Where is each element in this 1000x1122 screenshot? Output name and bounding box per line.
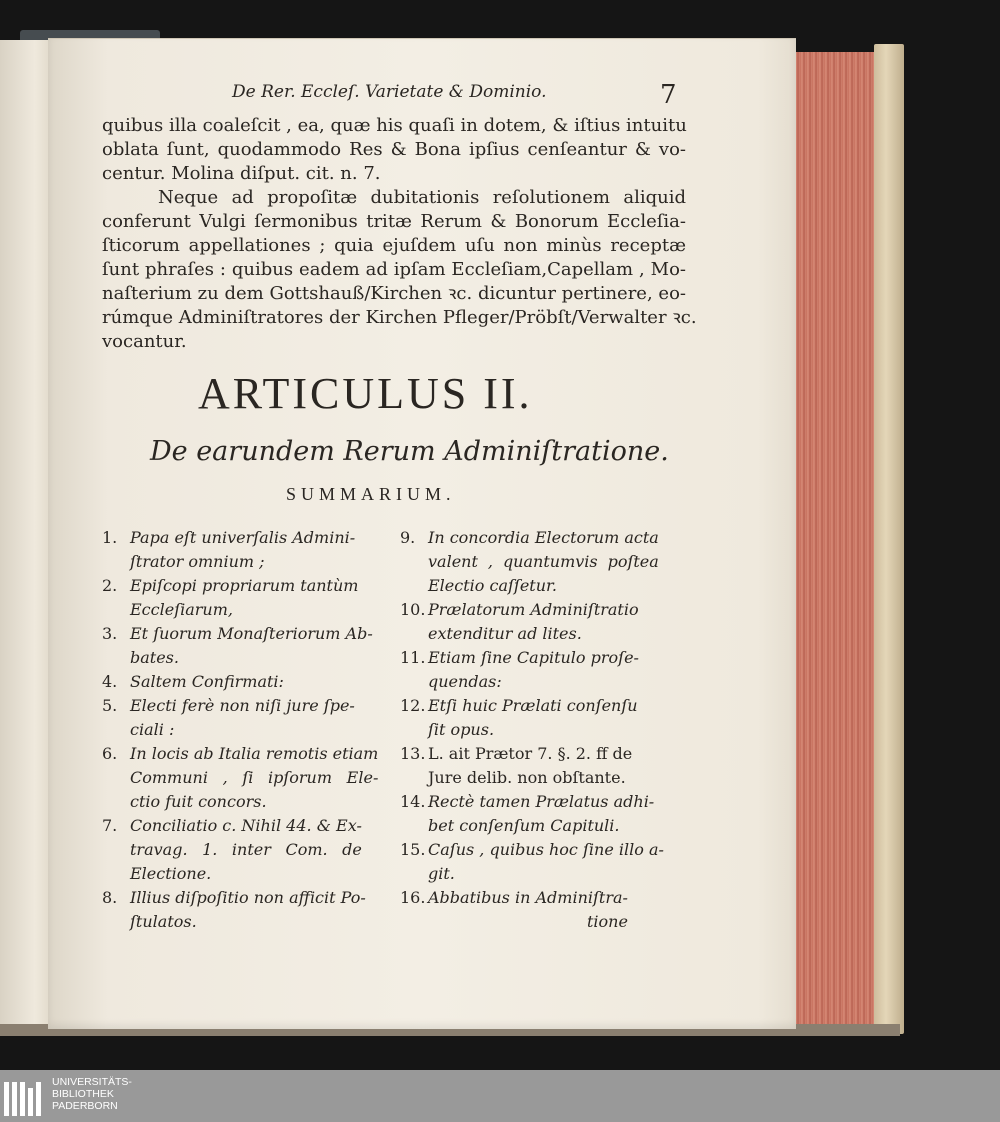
summary-item [400,646,686,694]
summary-item-number: 12. [400,696,426,715]
logo-line: PADERBORN [52,1100,118,1112]
summary-item [400,598,686,646]
summary-line: Abbatibus in Adminiſtra- [428,888,628,907]
article-subheading: De earundem Rerum Adminiſtratione. [150,436,669,467]
summary-item [400,838,686,886]
library-logo-icon [4,1076,44,1116]
body-line: ſunt phraſes : quibus eadem ad ipſam Eccleſiam,Capellam , Mo- [102,259,686,280]
summary-item-number: 1. [102,528,118,547]
summary-item [102,742,388,814]
summary-line: Etſi huic Prælati conſenſu [428,696,638,715]
summary-line: In concordia Electorum acta [428,528,659,547]
summary-line: bet conſenſum Capituli. [428,816,620,835]
summary-line: Communi , ſi ipſorum Ele- [130,768,379,787]
summary-line: Jure delib. non obſtante. [428,768,626,787]
summary-line: bates. [130,648,179,667]
summary-item-number: 11. [400,648,426,667]
logo-line: BIBLIOTHEK [52,1088,114,1100]
summary-item-number: 4. [102,672,118,691]
summary-line: ſit opus. [428,720,495,739]
summary-item-number: 16. [400,888,426,907]
summary-item [102,622,388,670]
summary-line: Eccleſiarum, [130,600,233,619]
summary-column-left [102,526,388,934]
body-line: ſticorum appellationes ; quia ejuſdem uſu non minùs receptæ [102,235,686,256]
summary-line: Rectè tamen Prælatus adhi- [428,792,655,811]
left-page-edge [0,40,52,1025]
summary-heading: SUMMARIUM. [286,484,456,504]
summary-item [102,526,388,574]
summary-line: Electi ferè non niſi jure ſpe- [130,696,355,715]
summary-item-number: 2. [102,576,118,595]
page-number: 7 [660,80,677,110]
summary-item [102,886,388,934]
summary-item [400,526,686,598]
library-logo-text [52,1076,132,1112]
summary-line: ſtulatos. [130,912,197,931]
summary-item-number: 6. [102,744,118,763]
summary-item-number: 8. [102,888,118,907]
summary-catchword: tione [586,912,628,931]
summary-line: quendas: [428,672,502,691]
summary-line: Conciliatio c. Nihil 44. & Ex- [130,816,362,835]
library-footer-bar [0,1070,1000,1122]
summary-line: Electio caſſetur. [428,576,558,595]
body-text [102,114,697,354]
summary-line: Illius diſpoſitio non afficit Po- [130,888,366,907]
body-line: naſterium zu dem Gottshauß/Kirchen ꝛc. dicuntur pertinere, eo- [102,283,686,304]
summary-item-number: 9. [400,528,416,547]
summary-line: extenditur ad lites. [428,624,582,643]
summary-line: Caſus , quibus hoc ſine illo a- [428,840,664,859]
summary-item [102,574,388,622]
summary-line: Etiam ſine Capitulo proſe- [428,648,639,667]
body-line: quibus illa coaleſcit , ea, quæ his quaſi in dotem, & iſtius intuitu [102,115,687,136]
summary-line: Prælatorum Adminiſtratio [428,600,639,619]
summary-item [400,886,686,934]
summary-line: git. [428,864,455,883]
summary-item-number: 3. [102,624,118,643]
summary-line: valent , quantumvis poſtea [428,552,659,571]
summary-item [102,814,388,886]
summary-line: Saltem Confirmati: [130,672,284,691]
body-line: conferunt Vulgi ſermonibus tritæ Rerum & Bonorum Eccleſia- [102,211,686,232]
summary-item [400,790,686,838]
summary-item [400,742,686,790]
running-head: De Rer. Eccleſ. Varietate & Dominio. [232,82,547,102]
book-cover-board [874,44,904,1034]
summary-line: In locis ab Italia remotis etiam [130,744,379,763]
summary-item [102,670,388,694]
body-line: oblata ſunt, quodammodo Res & Bona ipſius cenſeantur & vo- [102,139,686,160]
summary-item-number: 14. [400,792,426,811]
summary-column-right [400,526,686,934]
body-line: centur. Molina diſput. cit. n. 7. [102,163,381,184]
summary-item [400,694,686,742]
summary-line: L. ait Prætor 7. §. 2. ff de [428,744,633,763]
summary-item [102,694,388,742]
logo-line: UNIVERSITÄTS- [52,1076,132,1088]
red-fore-edge [792,52,878,1030]
summary-line: ciali : [130,720,175,739]
summary-item-number: 13. [400,744,426,763]
summary-item-number: 15. [400,840,426,859]
summary-item-number: 7. [102,816,118,835]
summary-line: Epiſcopi propriarum tantùm [130,576,359,595]
summary-line: ſtrator omnium ; [130,552,265,571]
summary-line: Papa eſt univerſalis Admini- [130,528,356,547]
body-line: vocantur. [102,331,187,352]
summary-item-number: 10. [400,600,426,619]
summary-line: Et ſuorum Monaſteriorum Ab- [130,624,373,643]
summary-line: Electione. [130,864,212,883]
summary-line: travag. 1. inter Com. de [130,840,362,859]
article-heading: ARTICULUS II. [198,369,533,418]
summary-line: ctio fuit concors. [130,792,267,811]
body-line: Neque ad propoſitæ dubitationis reſolutionem aliquid [158,187,686,208]
body-line: rúmque Adminiſtratores der Kirchen Pfleger/Pröbſt/Verwalter ꝛc. [102,307,697,328]
summary-item-number: 5. [102,696,118,715]
